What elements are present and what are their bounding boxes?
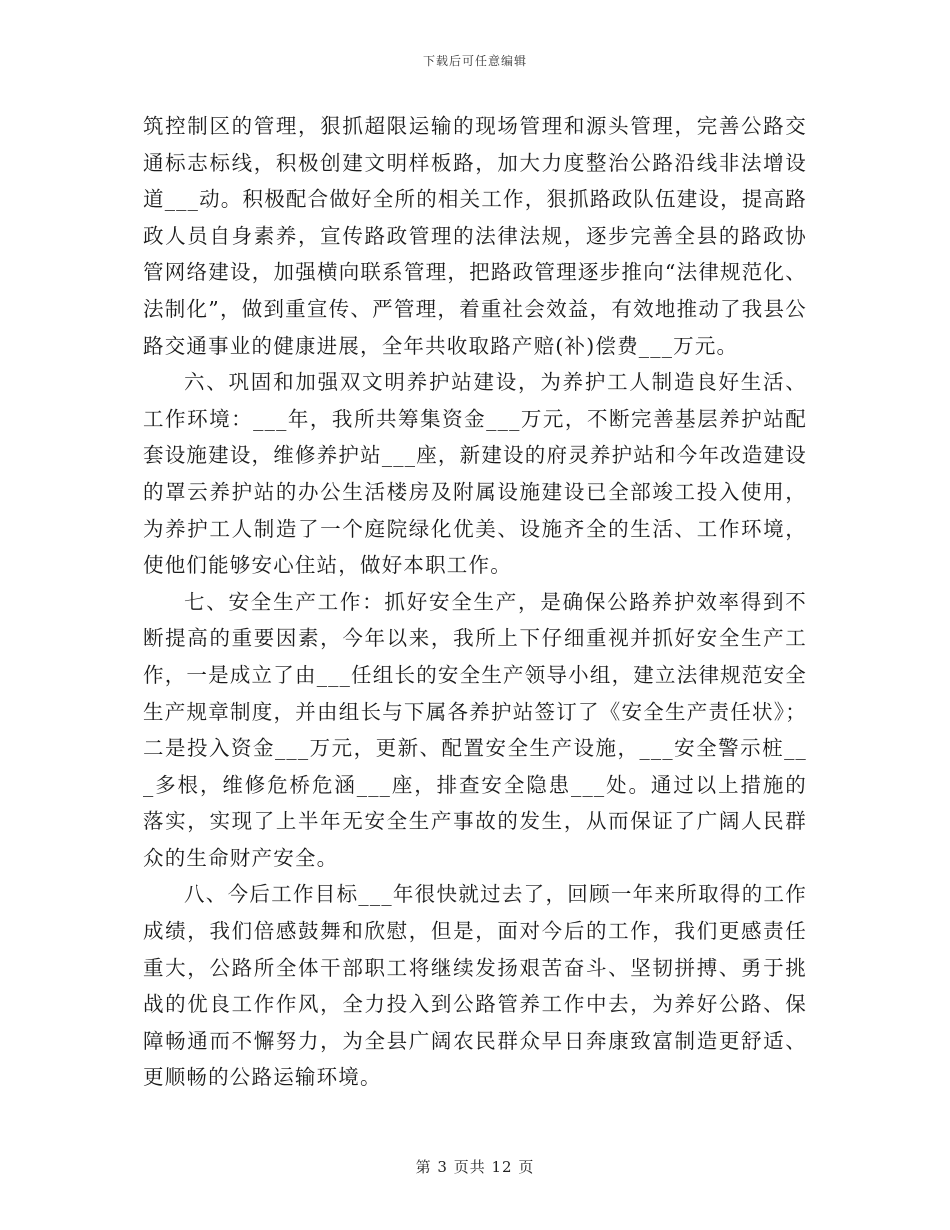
paragraph-section-eight: 八、今后工作目标___年很快就过去了，回顾一年来所取得的工作成绩，我们倍感鼓舞和欣慰，但是，面对今后的工作，我们更感责任重大，公路所全体干部职工将继续发扬艰苦奋斗、坚韧拼搏、勇于挑战的优良工作作风，全力投入到公路管养工作中去，为养好公路、保障畅通而不懈努力，为全县广阔农民群众早日奔康致富制造更舒适、更顺畅的公路运输环境。 bbox=[143, 882, 807, 1090]
paragraph-section-seven: 七、安全生产工作：抓好安全生产，是确保公路养护效率得到不断提高的重要因素，今年以来，我所上下仔细重视并抓好安全生产工作，一是成立了由___任组长的安全生产领导小组，建立法律规范安全生产规章制度，并由组长与下属各养护站签订了《安全生产责任状》；二是投入资金___万元，更新、配置安全生产设施，___安全警示桩___多根，维修危桥危涵___座，排查安全隐患___处。通过以上措施的落实，实现了上半年无安全生产事故的发生，从而保证了广阔人民群众的生命财产安全。 bbox=[143, 589, 807, 870]
page-number: 第 3 页共 12 页 bbox=[415, 1158, 535, 1176]
paragraph-section-six: 六、巩固和加强双文明养护站建设，为养护工人制造良好生活、工作环境：___年，我所共筹集资金___万元，不断完善基层养护站配套设施建设，维修养护站___座，新建设的府灵养护站和今年改造建设的罩云养护站的办公生活楼房及附属设施建设已全部竣工投入使用，为养护工人制造了一个庭院绿化优美、设施齐全的生活、工作环境，使他们能够安心住站，做好本职工作。 bbox=[143, 370, 807, 578]
page-header: 下载后可任意编辑 bbox=[422, 54, 527, 68]
paragraph-road-administration: 筑控制区的管理，狠抓超限运输的现场管理和源头管理，完善公路交通标志标线，积极创建文明样板路，加大力度整治公路沿线非法增设道___动。积极配合做好全所的相关工作，狠抓路政队伍建设，提高路政人员自身素养，宣传路政管理的法律法规，逐步完善全县的路政协管网络建设，加强横向联系管理，把路政管理逐步推向“法律规范化、法制化”，做到重宣传、严管理，着重社会效益，有效地推动了我县公路交通事业的健康进展，全年共收取路产赔(补)偿费___万元。 bbox=[143, 114, 807, 358]
document-body bbox=[143, 108, 807, 1096]
